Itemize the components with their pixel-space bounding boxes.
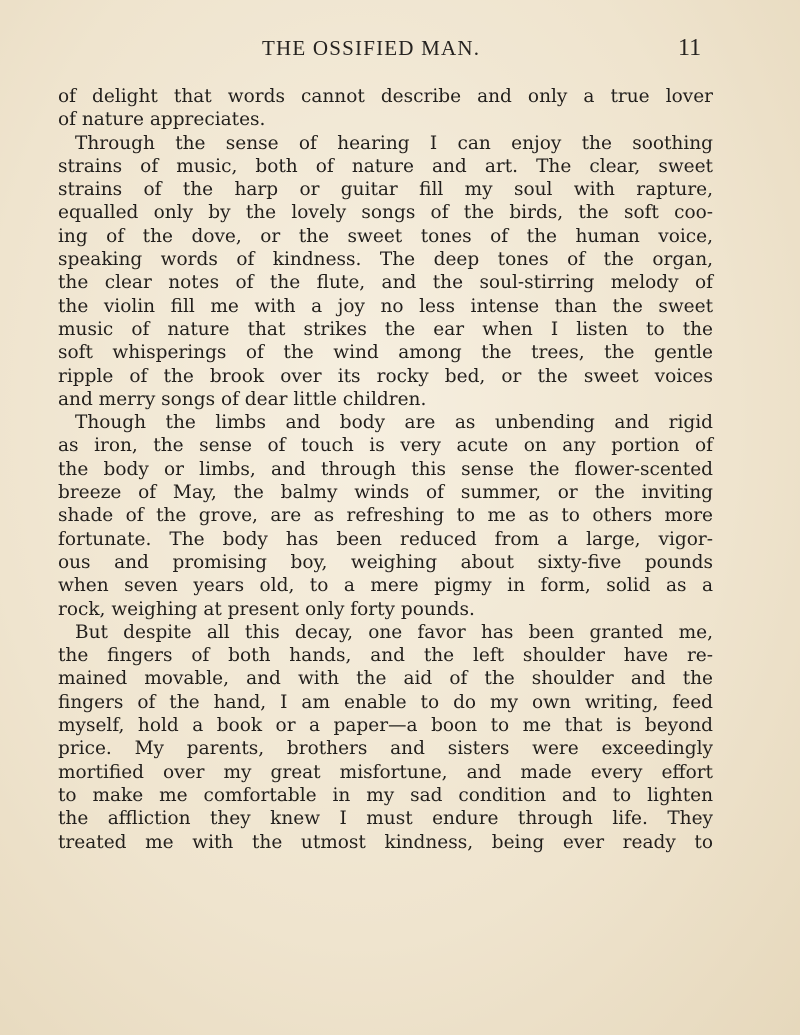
text-line: of delight that words cannot describe and only a true lover [58, 86, 713, 107]
text-line: equalled only by the lovely songs of the birds, the soft coo- [58, 202, 713, 224]
text-line: speaking words of kindness. The deep tones of the organ, [58, 249, 713, 271]
text-line: ing of the dove, or the sweet tones of the human voice, [58, 225, 713, 247]
text-line: the clear notes of the flute, and the soul-stirring melody of [58, 272, 713, 294]
text-line: breeze of May, the balmy winds of summer, or the inviting [58, 482, 713, 504]
running-head [0, 36, 800, 66]
text-line: fortunate. The body has been reduced from a large, vigor- [58, 528, 713, 550]
text-line: when seven years old, to a mere pigmy in form, solid as a [58, 575, 713, 597]
text-line: the violin fill me with a joy no less intense than the sweet [58, 295, 713, 317]
text-line: But despite all this decay, one favor has been granted me, [75, 621, 713, 643]
text-line: ripple of the brook over its rocky bed, or the sweet voices [58, 365, 713, 387]
page-number: 11 [678, 35, 702, 61]
text-line: as iron, the sense of touch is very acute on any portion of [58, 435, 713, 457]
text-line: myself, hold a book or a paper—a boon to me that is beyond [58, 715, 713, 737]
text-line: shade of the grove, are as refreshing to me as to others more [58, 505, 713, 527]
text-line: strains of the harp or guitar fill my soul with rapture, [58, 179, 713, 201]
text-line: ous and promising boy, weighing about sixty-five pounds [58, 551, 713, 573]
body-text [58, 85, 713, 854]
text-line: the affliction they knew I must endure through life. They [58, 808, 713, 830]
text-line: rock, weighing at present only forty pounds. [58, 598, 475, 620]
text-line: strains of music, both of nature and art. The clear, sweet [58, 155, 713, 177]
text-line: soft whisperings of the wind among the trees, the gentle [58, 342, 713, 364]
text-line: fingers of the hand, I am enable to do my own writing, feed [58, 691, 713, 713]
text-line: price. My parents, brothers and sisters were exceedingly [58, 738, 713, 760]
text-line: treated me with the utmost kindness, being ever ready to [58, 831, 713, 853]
text-line: and merry songs of dear little children. [58, 388, 427, 410]
text-line: of nature appreciates. [58, 109, 266, 131]
text-line: Through the sense of hearing I can enjoy the soothing [75, 132, 713, 154]
text-line: to make me comfortable in my sad condition and to lighten [58, 784, 713, 806]
text-line: mained movable, and with the aid of the shoulder and the [58, 668, 713, 690]
text-line: music of nature that strikes the ear when I listen to the [58, 318, 713, 340]
running-title: THE OSSIFIED MAN. [262, 36, 481, 60]
text-line: Though the limbs and body are as unbending and rigid [75, 412, 713, 434]
text-line: the body or limbs, and through this sense the flower-scented [58, 458, 713, 480]
text-line: the fingers of both hands, and the left shoulder have re- [58, 645, 713, 667]
text-line: mortified over my great misfortune, and made every effort [58, 761, 713, 783]
